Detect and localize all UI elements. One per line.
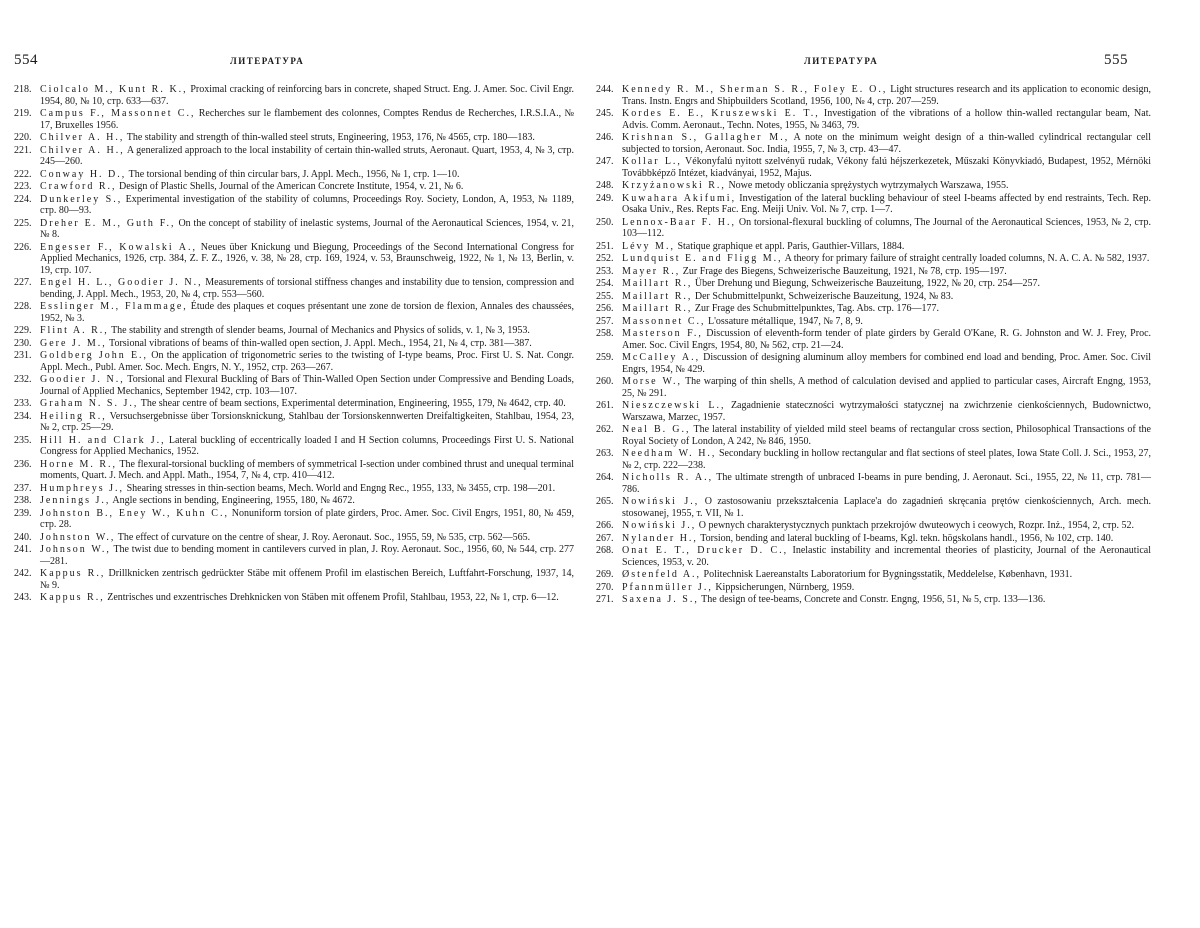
reference-author: Engesser F., Kowalski A., <box>40 241 198 253</box>
reference-entry <box>596 594 1151 606</box>
reference-entry <box>596 132 1151 155</box>
reference-entry <box>596 291 1151 303</box>
reference-text: Experimental investigation of the stability of columns, Proceedings Roy. Society, London, A, 1953, № 1189, стр. 80—93. <box>40 193 574 216</box>
reference-number: 249. <box>596 192 614 204</box>
reference-author: Esslinger M., Flammage, <box>40 301 188 312</box>
running-head: ЛИТЕРАТУРА <box>230 56 305 66</box>
reference-number: 259. <box>596 352 614 363</box>
reference-number: 237. <box>14 482 32 494</box>
reference-number: 226. <box>14 241 32 253</box>
reference-number: 233. <box>14 398 32 409</box>
reference-text: Étude des plaques et coques présentant une zone de torsion de flexion, Annales des chaussées, 1952, № 3. <box>40 301 574 324</box>
reference-text: On torsional-flexural buckling of columns, The Journal of the Aeronautical Sciences, 1953, № 2, стр. 103—112. <box>622 216 1151 239</box>
reference-text: A generalized approach to the local instability of certain thin-walled struts, Aeronaut. Quart, 1953, 4, № 3, стр. 245—260. <box>40 144 575 167</box>
reference-author: Mayer R., <box>622 265 681 277</box>
reference-entry <box>14 398 574 410</box>
reference-author: Østenfeld A., <box>622 569 702 580</box>
reference-entry <box>596 316 1151 328</box>
reference-number: 254. <box>596 278 614 289</box>
reference-text: A theory for primary failure of straight centrally loaded columns, N. A. C. A. № 582, 1937. <box>784 253 1150 264</box>
reference-entry <box>14 532 574 544</box>
reference-entry <box>14 169 574 181</box>
reference-number: 229. <box>14 325 32 336</box>
reference-entry <box>596 496 1151 519</box>
reference-entry <box>14 374 574 397</box>
reference-text: The stability and strength of slender beams, Journal of Mechanics and Physics of solids, v. 1, № 3, 1953. <box>111 325 530 336</box>
reference-number: 221. <box>14 144 32 156</box>
reference-entry <box>14 508 574 531</box>
reference-entry <box>596 108 1151 131</box>
reference-text: The twist due to bending moment in cantilevers curved in plan, J. Roy. Aeronaut. Soc., 1956, 60, № 544, стр. 277—281. <box>40 544 574 567</box>
reference-number: 246. <box>596 132 614 143</box>
reference-number: 267. <box>596 532 614 544</box>
reference-text: Über Drehung und Biegung, Schweizerische Bauzeitung, 1922, № 20, стр. 254—257. <box>694 278 1040 289</box>
reference-number: 253. <box>596 265 614 277</box>
reference-text: The design of tee-beams, Concrete and Constr. Engng, 1956, 51, № 5, стр. 133—136. <box>701 594 1046 605</box>
reference-author: Hill H. and Clark J., <box>40 434 166 446</box>
reference-author: Heiling R., <box>40 410 107 422</box>
reference-author: Horne M. R., <box>40 458 118 470</box>
reference-text: Versuchsergebnisse über Torsionsknickung, Stahlbau der Torsionskennwerten Dreifaltigkeiten, Stahlbau, 1954, 23, № 2, стр. 25—29. <box>40 410 574 433</box>
reference-text: The flexural-torsional buckling of members of symmetrical I-section under combined thrust and unequal terminal moments, Quart. J. Mech. and Appl. Math., 1954, 7, № 4, стр. 410—412. <box>40 458 574 481</box>
reference-text: Discussion of eleventh-form tender of plate girders by Gerald O'Kane, R. G. Johnston and W. J. Frey, Proc. Amer. Soc. Civil Engrs, 1954, 80, № 562, стр. 21—24. <box>622 328 1152 351</box>
left-page <box>0 0 592 928</box>
reference-author: Kennedy R. M., Sherman S. R., Foley E. O., <box>622 84 888 95</box>
reference-text: The torsional bending of thin circular bars, J. Appl. Mech., 1956, № 1, стр. 1—10. <box>128 168 460 180</box>
reference-author: Lévy M., <box>622 240 675 252</box>
reference-number: 243. <box>14 592 32 603</box>
reference-author: Nowiński J., <box>622 496 700 507</box>
reference-number: 252. <box>596 253 614 264</box>
reference-number: 236. <box>14 458 32 470</box>
reference-author: Crawford R., <box>40 181 117 192</box>
reference-entry <box>596 266 1151 278</box>
reference-text: Investigation of the lateral buckling behaviour of steel I-beams affected by end restraints, Tech. Rep. Osaka Univ., Res. Repts Fac. Eng. Meiji Univ. Vol. № 7, стр. 1—7. <box>622 192 1151 215</box>
reference-entry <box>596 303 1151 315</box>
reference-author: Krzyżanowski R., <box>622 180 726 191</box>
reference-author: Krishnan S., Gallagher M., <box>622 132 790 143</box>
reference-author: Goldberg John E., <box>40 350 149 361</box>
reference-entry <box>14 325 574 337</box>
reference-entry <box>14 495 574 507</box>
reference-text: Measurements of torsional stiffness changes and instability due to tension, compression and bending, J. Appl. Mech., 1953, 20, № 4, стр. 553—560. <box>40 277 575 300</box>
reference-entry <box>14 435 574 458</box>
reference-entry <box>14 132 574 144</box>
reference-entry <box>14 277 574 300</box>
reference-text: Zagadnienie stateczności wytrzymałości statycznej na zwichrzenie cienkościennych, Budownictwo, Warszawa, Marzec, 1957. <box>622 400 1152 423</box>
reference-text: Light structures research and its application to economic design, Trans. Instn. Engrs and Shipbuilders Scotland, 1956, 100, № 4, стр. 207—259. <box>622 84 1152 107</box>
reference-text: Zentrisches und exzentrisches Drehknicken von Stäben mit offenem Profil, Stahlbau, 1953, 22, № 1, стр. 6—12. <box>107 592 559 603</box>
reference-author: Nicholls R. A., <box>622 472 714 483</box>
reference-author: Conway H. D., <box>40 168 127 180</box>
reference-number: 269. <box>596 569 614 580</box>
reference-number: 218. <box>14 84 32 95</box>
reference-text: Inelastic instability and incremental theories of plasticity, Journal of the Aeronautical Sciences, 1953, v. 20. <box>622 545 1152 568</box>
reference-author: Engel H. L., Goodier J. N., <box>40 277 203 288</box>
reference-author: Campus F., Massonnet C., <box>40 108 196 119</box>
reference-author: Goodier J. N., <box>40 374 125 385</box>
reference-number: 224. <box>14 193 32 205</box>
reference-text: Angle sections in bending, Engineering, 1955, 180, № 4672. <box>112 495 355 506</box>
reference-author: Johnson W., <box>40 544 111 555</box>
reference-text: Politechnisk Laereanstalts Laboratorium for Bygningsstatik, Meddelelse, København, 1931. <box>703 569 1073 580</box>
reference-entry <box>596 582 1151 594</box>
reference-author: Maillart R., <box>622 278 693 289</box>
reference-entry <box>14 459 574 482</box>
reference-entry <box>596 352 1151 375</box>
reference-entry <box>596 180 1151 192</box>
reference-author: Chilver A. H., <box>40 132 125 143</box>
reference-entry <box>14 301 574 324</box>
reference-number: 270. <box>596 581 614 593</box>
reference-text: Shearing stresses in thin-section beams, Mech. World and Engng Rec., 1955, 133, № 3455, стр. 198—201. <box>126 482 556 494</box>
page-number: 554 <box>14 52 38 68</box>
reference-number: 227. <box>14 277 32 288</box>
reference-text: Zur Frage des Biegens, Schweizerische Bauzeitung, 1921, № 78, стр. 195—197. <box>682 265 1007 277</box>
reference-text: O zastosowaniu przekształcenia Laplace'a do zagadnień skręcania prętów cienkościennych, Arch. mech. stosowanej, 1955, т. VII, № 1. <box>622 496 1151 519</box>
reference-entry <box>596 156 1151 179</box>
reference-entry <box>14 108 574 131</box>
reference-author: Johnston B., Eney W., Kuhn C., <box>40 507 229 519</box>
reference-number: 263. <box>596 448 614 459</box>
reference-entry <box>14 592 574 604</box>
reference-author: Nylander H., <box>622 532 698 544</box>
reference-text: Investigation of the vibrations of a hollow thin-walled rectangular beam, Nat. Advis. Comm. Aeronaut., Techn. Notes, 1955, № 3463, 79. <box>622 108 1151 131</box>
reference-author: Maillart R., <box>622 290 693 302</box>
reference-author: Onat E. T., Drucker D. C., <box>622 545 789 556</box>
reference-author: Maillart R., <box>622 303 693 314</box>
reference-author: Humphreys J., <box>40 482 125 494</box>
reference-author: Ciolcalo M., Kunt R. K., <box>40 84 188 95</box>
reference-author: Flint A. R., <box>40 325 109 336</box>
reference-entry <box>14 411 574 434</box>
reference-text: O pewnych charakterystycznych punktach przekrojów dwuteowych i ceowych, Rozpr. Inż., 1954, 2, стр. 52. <box>698 520 1134 531</box>
reference-text: Neues über Knickung und Biegung, Proceedings of the Second International Congress for Applied Mechanics, 1926, стр. 384, Z. F. Z., 1926, v. 38, № 28, стр. 169, 1924, v. 53, Braunschweig, 1922, № 1, № 13, Berlin, v. 19, стр. 107. <box>40 241 575 276</box>
reference-entry <box>14 568 574 591</box>
reference-entry <box>14 338 574 350</box>
reference-author: Dreher E. M., Guth F., <box>40 217 176 229</box>
reference-author: Saxena J. S., <box>622 594 699 605</box>
reference-entry <box>596 448 1151 471</box>
reference-author: Graham N. S. J., <box>40 398 139 409</box>
reference-author: Dunkerley S., <box>40 193 123 205</box>
reference-text: Discussion of designing aluminum alloy members for combined end load and bending, Proc. Amer. Soc. Civil Engrs, 1954, № 429. <box>622 352 1152 375</box>
reference-number: 256. <box>596 303 614 314</box>
reference-text: The stability and strength of thin-walled steel struts, Engineering, 1953, 176, № 4565, стр. 180—183. <box>126 132 535 143</box>
reference-number: 264. <box>596 472 614 483</box>
reference-list <box>596 84 1151 607</box>
reference-text: Kippsicherungen, Nürnberg, 1959. <box>715 581 855 593</box>
reference-text: On the application of trigonometric series to the twisting of I-type beams, Proc. First U. S. Nat. Congr. Appl. Mech., Publ. Amer. Soc. Mech. Engrs, N. Y., 1952, стр. 263—267. <box>40 350 574 373</box>
reference-text: The ultimate strength of unbraced I-beams in pure bending, J. Aeronaut. Sci., 1955, 22, № 11, стр. 781—786. <box>622 472 1152 495</box>
reference-number: 230. <box>14 337 32 349</box>
reference-text: Secondary buckling in hollow rectangular and flat sections of steel plates, Iowa State Coll. J. Sci., 1953, 27, № 2, стр. 222—238. <box>622 448 1151 471</box>
reference-number: 231. <box>14 350 32 361</box>
reference-entry <box>596 193 1151 216</box>
reference-text: Proximal cracking of reinforcing bars in concrete, shaped Struct. Eng. J. Amer. Soc. Civil Engr. 1954, 80, № 10, стр. 633—637. <box>40 84 575 107</box>
reference-number: 266. <box>596 520 614 531</box>
reference-number: 220. <box>14 132 32 143</box>
reference-number: 241. <box>14 544 32 555</box>
reference-author: Gere J. M., <box>40 337 107 349</box>
reference-number: 223. <box>14 181 32 192</box>
reference-number: 265. <box>596 496 614 507</box>
reference-text: Lateral buckling of eccentrically loaded I and H Section columns, Proceedings First U. S. National Congress for Applied Mechanics, 1952. <box>40 434 575 457</box>
reference-entry <box>596 84 1151 107</box>
reference-entry <box>596 569 1151 581</box>
reference-entry <box>596 533 1151 545</box>
reference-text: Drillknicken zentrisch gedrückter Stäbe mit offenem Profil im elastischen Bereich, Luftfahrt-Forschung, 1937, 14, № 9. <box>40 568 574 591</box>
reference-text: The lateral instability of yielded mild steel beams of rectangular cross section, Philosophical Transactions of the Royal Society of London, A 242, № 846, 1950. <box>622 424 1151 447</box>
reference-entry <box>596 328 1151 351</box>
reference-number: 240. <box>14 531 32 543</box>
reference-number: 234. <box>14 410 32 422</box>
reference-author: Lennox-Baar F. H., <box>622 216 737 228</box>
reference-entry <box>596 545 1151 568</box>
reference-author: Pfannmüller J., <box>622 581 713 593</box>
reference-text: The effect of curvature on the centre of shear, J. Roy. Aeronaut. Soc., 1955, 59, № 535, стр. 562—565. <box>117 531 531 543</box>
reference-number: 257. <box>596 315 614 327</box>
reference-text: Nowe metody obliczania sprężystych wytrzymałych Warszawa, 1955. <box>728 180 1009 191</box>
reference-author: Chilver A. H., <box>40 144 125 156</box>
reference-author: Kappus R., <box>40 568 106 579</box>
reference-entry <box>14 483 574 495</box>
reference-number: 222. <box>14 168 32 180</box>
reference-text: Torsion, bending and lateral buckling of I-beams, Kgl. tekn. högskolans handl., 1956, № 102, стр. 140. <box>700 532 1114 544</box>
reference-author: Kordes E. E., Kruszewski E. T., <box>622 108 820 119</box>
reference-text: On the concept of stability of inelastic systems, Journal of the Aeronautical Sciences, 1954, v. 21, № 8. <box>40 217 574 240</box>
reference-number: 251. <box>596 240 614 252</box>
reference-text: Zur Frage des Schubmittelpunktes, Tag. Abs. стр. 176—177. <box>694 303 940 314</box>
reference-number: 228. <box>14 301 32 312</box>
reference-number: 244. <box>596 84 614 95</box>
reference-text: Der Schubmittelpunkt, Schweizerische Bauzeitung, 1924, № 83. <box>694 290 954 302</box>
reference-entry <box>596 472 1151 495</box>
reference-author: Nowiński J., <box>622 520 697 531</box>
reference-author: Jennings J., <box>40 495 111 506</box>
reference-number: 271. <box>596 594 614 605</box>
reference-text: The shear centre of beam sections, Experimental determination, Engineering, 1955, 179, № 4642, стр. 40. <box>140 398 566 409</box>
page-number: 555 <box>1104 52 1128 68</box>
reference-number: 250. <box>596 216 614 228</box>
reference-entry <box>596 241 1151 253</box>
reference-entry <box>596 278 1151 290</box>
reference-list <box>14 84 574 605</box>
reference-entry <box>14 145 574 168</box>
reference-entry <box>14 350 574 373</box>
reference-entry <box>596 400 1151 423</box>
reference-entry <box>596 520 1151 532</box>
reference-number: 242. <box>14 568 32 579</box>
reference-number: 238. <box>14 495 32 506</box>
reference-entry <box>14 544 574 567</box>
reference-text: Vékonyfalú nyitott szelvényű rudak, Vékony falú héjszerkezetek, Műszaki Könyvkiadó, Budapest, 1952, Mérnöki Továbbképző Intézet, kiadványai, 1952, Majus. <box>622 156 1151 179</box>
reference-number: 258. <box>596 328 614 339</box>
reference-author: Nieszczewski L., <box>622 400 726 411</box>
reference-number: 255. <box>596 290 614 302</box>
reference-author: Needham W. H., <box>622 448 717 459</box>
reference-text: Nonuniform torsion of plate girders, Proc. Amer. Soc. Civil Engrs, 1951, 80, № 459, стр. 28. <box>40 507 575 530</box>
reference-text: L'ossature métallique, 1947, № 7, 8, 9. <box>708 315 863 327</box>
reference-entry <box>14 181 574 193</box>
reference-author: Johnston W., <box>40 531 116 543</box>
reference-author: Masterson F., <box>622 328 703 339</box>
reference-number: 235. <box>14 434 32 446</box>
reference-text: A note on the minimum weight design of a thin-walled cylindrical rectangular cell subjected to torsion, Aeronaut. Soc. India, 1955, 7, № 3, стр. 43—47. <box>622 132 1151 155</box>
reference-text: Design of Plastic Shells, Journal of the American Concrete Institute, 1954, v. 21, № 6. <box>119 181 464 192</box>
reference-entry <box>14 242 574 277</box>
reference-entry <box>596 376 1151 399</box>
reference-number: 219. <box>14 108 32 119</box>
reference-author: Massonnet C., <box>622 315 706 327</box>
reference-entry <box>14 194 574 217</box>
reference-author: Kuwahara Akifumi, <box>622 192 737 204</box>
reference-number: 261. <box>596 400 614 411</box>
running-head: ЛИТЕРАТУРА <box>804 56 879 66</box>
reference-author: Kappus R., <box>40 592 105 603</box>
reference-text: Statique graphique et appl. Paris, Gauthier-Villars, 1884. <box>677 240 905 252</box>
reference-author: Lundquist E. and Fligg M., <box>622 253 783 264</box>
reference-number: 232. <box>14 374 32 385</box>
reference-text: Torsional and Flexural Buckling of Bars of Thin-Walled Open Section under Compressive and Bending Loads, Journal of Applied Mechanics, September 1942, стр. 103—107. <box>40 374 574 397</box>
reference-author: Kollar L., <box>622 156 682 167</box>
reference-entry <box>596 253 1151 265</box>
reference-number: 260. <box>596 376 614 387</box>
reference-author: Neal B. G., <box>622 424 691 435</box>
reference-number: 268. <box>596 545 614 556</box>
reference-number: 248. <box>596 180 614 191</box>
reference-entry <box>14 218 574 241</box>
right-page <box>592 0 1200 928</box>
reference-number: 225. <box>14 217 32 229</box>
reference-number: 262. <box>596 424 614 435</box>
reference-entry <box>596 424 1151 447</box>
reference-text: Recherches sur le flambement des colonnes, Comptes Rendus de Recherches, I.R.S.I.A., № 17, Bruxelles 1956. <box>40 108 574 131</box>
reference-text: The warping of thin shells, A method of calculation devised and applied to particular cases, Aircraft Engng, 1953, 25, № 291. <box>622 376 1151 399</box>
reference-number: 239. <box>14 507 32 519</box>
reference-author: Morse W., <box>622 376 683 387</box>
reference-entry <box>14 84 574 107</box>
reference-text: Torsional vibrations of beams of thin-walled open section, J. Appl. Mech., 1954, 21, № 4, стр. 381—387. <box>109 337 532 349</box>
reference-number: 245. <box>596 108 614 119</box>
reference-entry <box>596 217 1151 240</box>
reference-author: McCalley A., <box>622 352 701 363</box>
reference-number: 247. <box>596 156 614 167</box>
